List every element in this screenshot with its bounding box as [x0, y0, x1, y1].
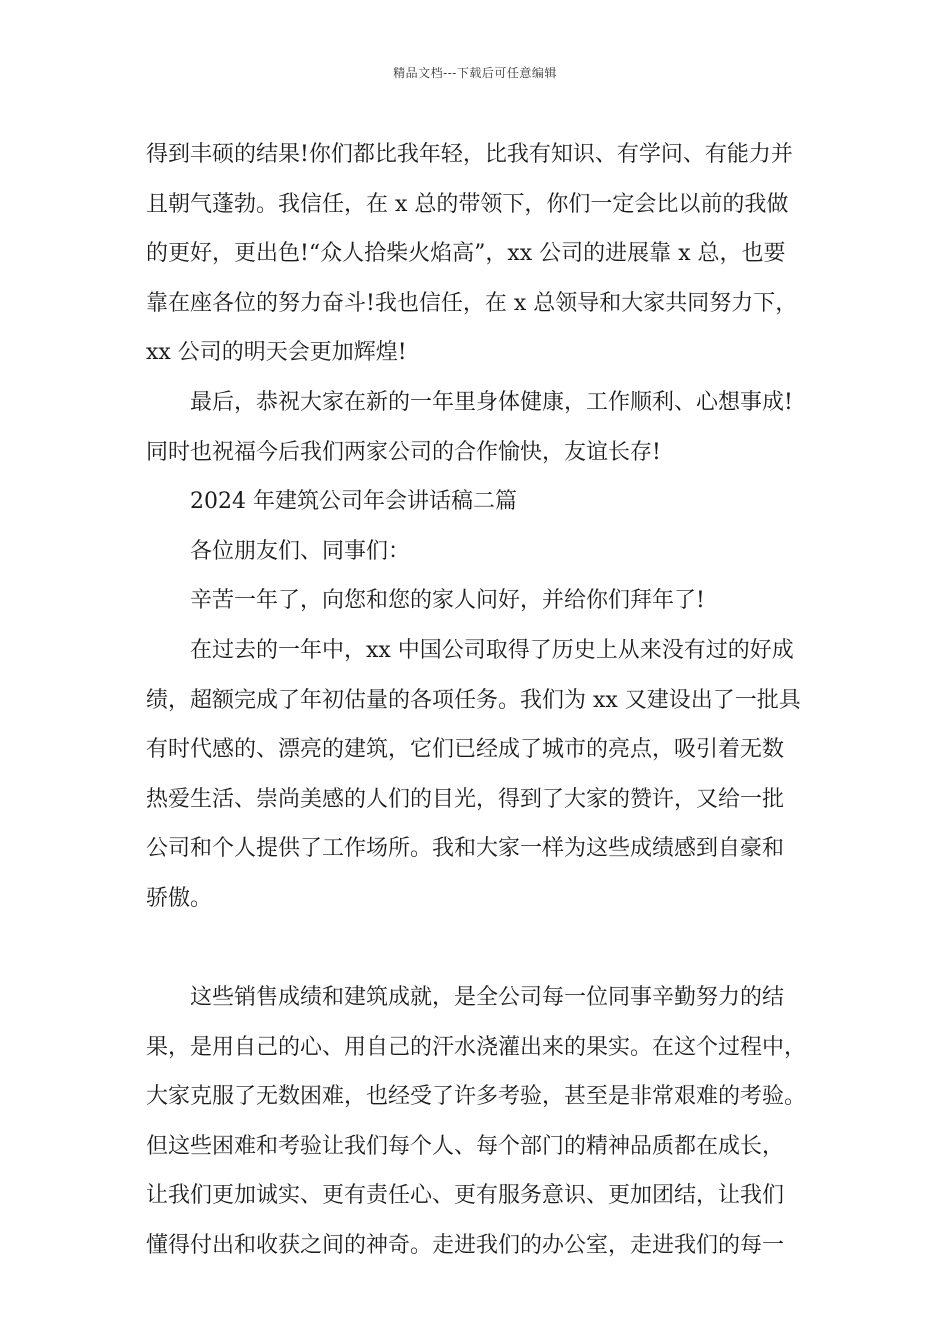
text-line: 热爱生活、崇尚美感的人们的目光，得到了大家的赞许，又给一批	[146, 786, 785, 812]
text-line: xx 公司的明天会更加辉煌!	[146, 340, 407, 366]
text-line: 的更好，更出色!“众人拾柴火焰高”，xx 公司的进展靠 x 总，也要	[146, 241, 786, 267]
page-header: 精品文档---下载后可任意编辑	[393, 66, 557, 80]
text-line: 但这些困难和考验让我们每个人、每个部门的精神品质都在成长，	[146, 1133, 785, 1159]
text-line: 同时也祝福今后我们两家公司的合作愉快，友谊长存!	[146, 439, 661, 465]
text-line: 有时代感的、漂亮的建筑，它们已经成了城市的亮点，吸引着无数	[146, 737, 785, 763]
text-line: 让我们更加诚实、更有责任心、更有服务意识、更加团结，让我们	[146, 1183, 785, 1209]
document-body	[146, 130, 826, 1271]
text-line: 得到丰硕的结果!你们都比我年轻，比我有知识、有学问、有能力并	[146, 142, 793, 167]
text-line: 且朝气蓬勃。我信任，在 x 总的带领下，你们一定会比以前的我做	[146, 191, 789, 217]
text-line: 果，是用自己的心、用自己的汗水浇灌出来的果实。在这个过程中，	[146, 1034, 807, 1060]
text-line: 辛苦一年了，向您和您的家人问好，并给你们拜年了!	[190, 588, 705, 614]
text-line: 最后，恭祝大家在新的一年里身体健康，工作顺利、心想事成!	[190, 389, 793, 415]
text-line: 绩，超额完成了年初估量的各项任务。我们为 xx 又建设出了一批具	[146, 687, 801, 713]
text-line: 懂得付出和收获之间的神奇。走进我们的办公室，走进我们的每一	[146, 1233, 785, 1259]
paragraph-gap	[146, 924, 826, 974]
text-line: 各位朋友们、同事们：	[190, 538, 411, 564]
text-line: 大家克服了无数困难，也经受了许多考验，甚至是非常艰难的考验。	[146, 1084, 807, 1110]
text-line: 在过去的一年中，xx 中国公司取得了历史上从来没有过的好成	[190, 637, 794, 663]
text-line: 2024 年建筑公司年会讲话稿二篇	[190, 489, 517, 515]
text-line: 这些销售成绩和建筑成就，是全公司每一位同事辛勤努力的结	[190, 985, 785, 1011]
text-line: 靠在座各位的努力奋斗!我也信任，在 x 总领导和大家共同努力下，	[146, 290, 798, 316]
text-line: 公司和个人提供了工作场所。我和大家一样为这些成绩感到自豪和	[146, 836, 785, 862]
text-line: 骄傲。	[146, 885, 213, 911]
